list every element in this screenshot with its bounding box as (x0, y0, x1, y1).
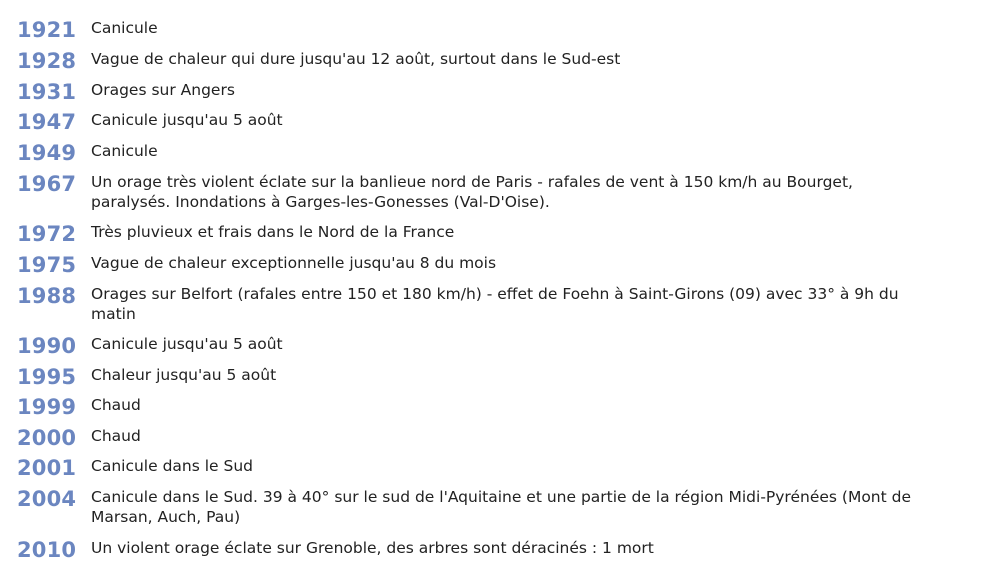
event-year: 2000 (17, 426, 77, 450)
event-text: Canicule (91, 19, 158, 37)
event-year: 1949 (17, 141, 77, 165)
event-year: 1972 (17, 222, 77, 246)
event-text: Canicule jusqu'au 5 août (91, 335, 283, 353)
event-text: Un orage très violent éclate sur la banlieue nord de Paris - rafales de vent à 150 km/h au Bourget, paralysés. Inondations à Garges-les-Gonesses (Val-D'Oise). (91, 173, 853, 211)
event-year: 1931 (17, 80, 77, 104)
event-year: 1988 (17, 284, 77, 308)
event-text: Chaleur jusqu'au 5 août (91, 366, 277, 384)
event-text: Vague de chaleur qui dure jusqu'au 12 août, surtout dans le Sud-est (91, 50, 621, 68)
event-year: 1947 (17, 110, 77, 134)
event-text: Canicule (91, 142, 158, 160)
event-text: Canicule jusqu'au 5 août (91, 111, 283, 129)
event-year: 2004 (17, 487, 77, 511)
event-year: 1990 (17, 334, 77, 358)
event-text: Chaud (91, 396, 141, 414)
event-text: Canicule dans le Sud (91, 457, 254, 475)
event-text: Chaud (91, 427, 141, 445)
event-text: Un violent orage éclate sur Grenoble, des arbres sont déracinés : 1 mort (91, 539, 654, 557)
event-year: 1928 (17, 49, 77, 73)
event-year: 2010 (17, 538, 77, 562)
event-year: 1999 (17, 395, 77, 419)
event-text: Vague de chaleur exceptionnelle jusqu'au 8 du mois (91, 254, 497, 272)
event-year: 1921 (17, 18, 77, 42)
event-text: Canicule dans le Sud. 39 à 40° sur le sud de l'Aquitaine et une partie de la région Midi-Pyrénées (Mont de Marsan, Auch, Pau) (91, 488, 912, 526)
event-year: 2001 (17, 456, 77, 480)
event-text: Orages sur Angers (91, 81, 235, 99)
event-year: 1995 (17, 365, 77, 389)
event-text: Orages sur Belfort (rafales entre 150 et 180 km/h) - effet de Foehn à Saint-Girons (09) avec 33° à 9h du matin (91, 285, 899, 323)
event-year: 1975 (17, 253, 77, 277)
event-year: 1967 (17, 172, 77, 196)
event-text: Très pluvieux et frais dans le Nord de la France (91, 223, 455, 241)
